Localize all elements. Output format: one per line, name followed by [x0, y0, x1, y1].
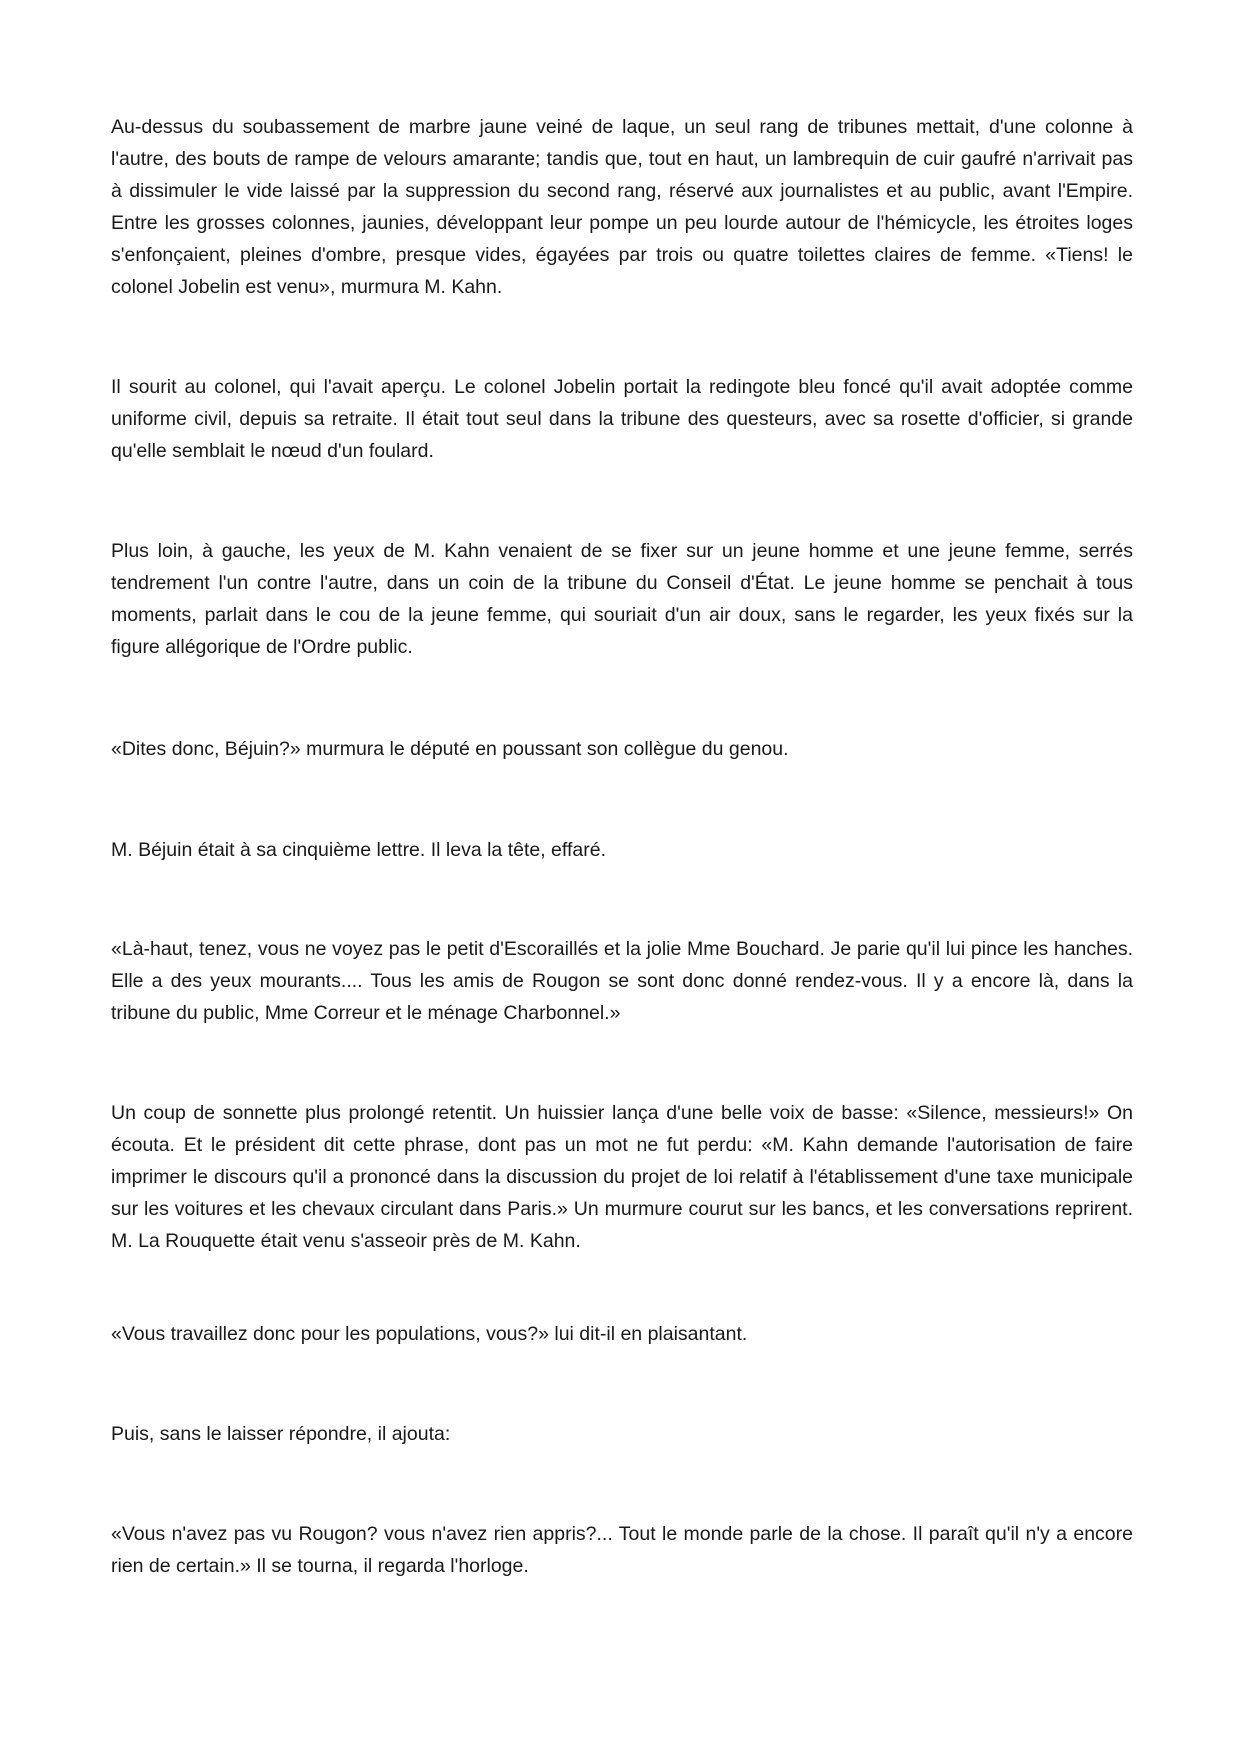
paragraph-2: Il sourit au colonel, qui l'avait aperçu. Le colonel Jobelin portait la redingote bleu foncé qu'il avait adoptée comme uniforme civil, depuis sa retraite. Il était tout seul dans la tribune des questeurs, avec sa rosette d'officier, si grande qu'elle semblait le nœud d'un foulard. — [111, 376, 1133, 462]
paragraph-6: «Là-haut, tenez, vous ne voyez pas le petit d'Escoraillés et la jolie Mme Bouchard. Je parie qu'il lui pince les hanches. Elle a des yeux mourants.... Tous les amis de Rougon se sont donc donné rendez-vous. Il y a encore là, dans la tribune du public, Mme Correur et le ménage Charbonnel.» — [111, 938, 1133, 1024]
paragraph-8: «Vous travaillez donc pour les populations, vous?» lui dit-il en plaisantant. — [111, 1323, 748, 1345]
paragraph-4: «Dites donc, Béjuin?» murmura le député en poussant son collègue du genou. — [111, 738, 789, 760]
paragraph-3: Plus loin, à gauche, les yeux de M. Kahn venaient de se fixer sur un jeune homme et une jeune femme, serrés tendrement l'un contre l'autre, dans un coin de la tribune du Conseil d'État. Le jeune homme se penchait à tous moments, parlait dans le cou de la jeune femme, qui souriait d'un air doux, sans le regarder, les yeux fixés sur la figure allégorique de l'Ordre public. — [111, 540, 1133, 658]
paragraph-9: Puis, sans le laisser répondre, il ajouta: — [111, 1423, 451, 1445]
paragraph-1: Au-dessus du soubassement de marbre jaune veiné de laque, un seul rang de tribunes mettait, d'une colonne à l'autre, des bouts de rampe de velours amarante; tandis que, tout en haut, un lambrequin de cuir gaufré n'arrivait pas à dissimuler le vide laissé par la suppression du second rang, réservé aux journalistes et au public, avant l'Empire. Entre les grosses colonnes, jaunies, développant leur pompe un peu lourde autour de l'hémicycle, les étroites loges s'enfonçaient, pleines d'ombre, presque vides, égayées par trois ou quatre toilettes claires de femme. «Tiens! le colonel Jobelin est venu», murmura M. Kahn. — [111, 116, 1133, 298]
paragraph-5: M. Béjuin était à sa cinquième lettre. Il leva la tête, effaré. — [111, 839, 606, 861]
paragraph-7: Un coup de sonnette plus prolongé retentit. Un huissier lança d'une belle voix de basse: «Silence, messieurs!» On écouta. Et le président dit cette phrase, dont pas un mot ne fut perdu: «M. Kahn demande l'autorisation de faire imprimer le discours qu'il a prononcé dans la discussion du projet de loi relatif à l'établissement d'une taxe municipale sur les voitures et les chevaux circulant dans Paris.» Un murmure courut sur les bancs, et les conversations reprirent. M. La Rouquette était venu s'asseoir près de M. Kahn. — [111, 1102, 1133, 1252]
paragraph-10: «Vous n'avez pas vu Rougon? vous n'avez rien appris?... Tout le monde parle de la chose. Il paraît qu'il n'y a encore rien de certain.» Il se tourna, il regarda l'horloge. — [111, 1523, 1133, 1577]
